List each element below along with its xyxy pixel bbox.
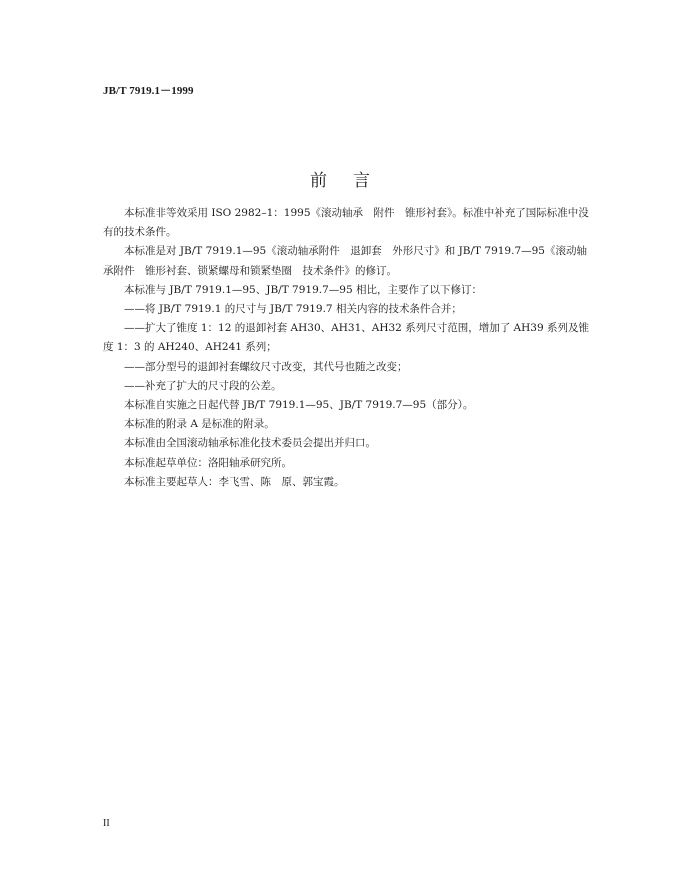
page-title: 前言 xyxy=(310,171,396,191)
paragraph-revision: 本标准是对 JB/T 7919.1—95《滚动轴承附件 退卸套 外形尺寸》和 JB/T 7919.7—95《滚动轴承附件 锥形衬套、锁紧螺母和锁紧垫圈 技术条件》的修订。 xyxy=(103,245,587,277)
page-number: II xyxy=(103,818,110,829)
change-item-thread: ——部分型号的退卸衬套螺纹尺寸改变，其代号也随之改变； xyxy=(124,360,408,373)
standard-number-header: JB/T 7919.1－1999 xyxy=(103,85,194,97)
paragraph-appendix: 本标准的附录 A 是标准的附录。 xyxy=(124,418,275,431)
paragraph-changes-intro: 本标准与 JB/T 7919.1—95、JB/T 7919.7—95 相比，主要作了以下修订： xyxy=(124,283,482,296)
paragraph-adoption: 本标准非等效采用 ISO 2982–1：1995《滚动轴承 附件 锥形衬套》。标准中补充了国际标准中没有的技术条件。 xyxy=(103,207,589,239)
paragraph-proposer: 本标准由全国滚动轴承标准化技术委员会提出并归口。 xyxy=(124,437,376,450)
change-item-expand: ——扩大了锥度 1：12 的退卸衬套 AH30、AH31、AH32 系列尺寸范围，增加了 AH39 系列及锥度 1：3 的 AH240、AH241 系列； xyxy=(103,322,589,354)
preface-body xyxy=(103,204,597,492)
change-item-tolerance: ——补充了扩大的尺寸段的公差。 xyxy=(124,379,282,392)
change-item-merge: ——将 JB/T 7919.1 的尺寸与 JB/T 7919.7 相关内容的技术条件合并； xyxy=(124,303,462,316)
paragraph-drafters: 本标准主要起草人：李飞雪、陈 原、郭宝霞。 xyxy=(124,475,345,488)
paragraph-replaces: 本标准自实施之日起代替 JB/T 7919.1—95、JB/T 7919.7—95（部分）。 xyxy=(124,399,474,412)
paragraph-drafting-unit: 本标准起草单位：洛阳轴承研究所。 xyxy=(124,456,292,469)
